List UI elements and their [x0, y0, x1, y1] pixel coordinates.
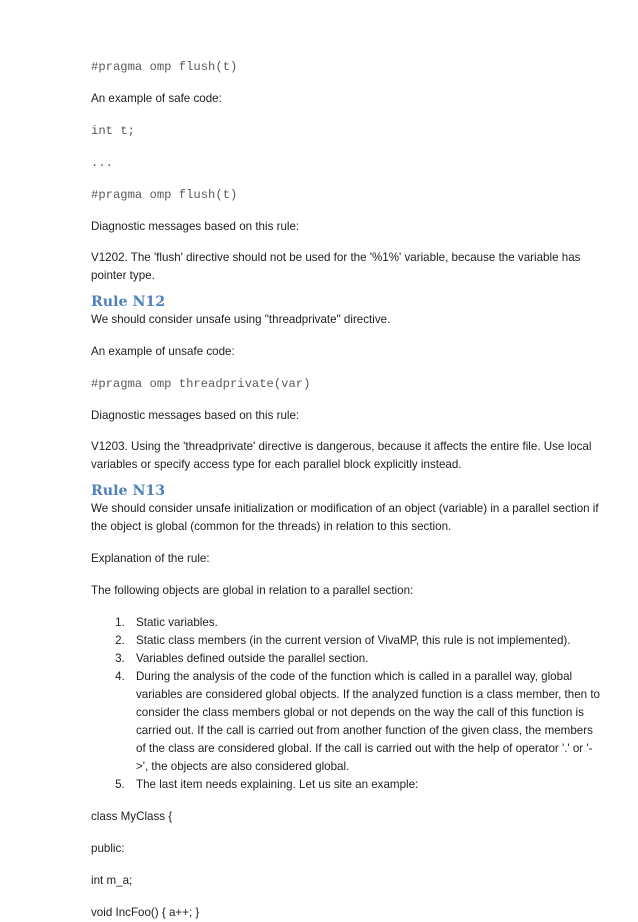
paragraph: An example of safe code: — [91, 92, 222, 105]
code-line: int t; — [91, 124, 135, 138]
paragraph: Diagnostic messages based on this rule: — [91, 220, 300, 233]
paragraph: An example of unsafe code: — [91, 345, 235, 358]
paragraph: Diagnostic messages based on this rule: — [91, 409, 300, 422]
list-item: 4. During the analysis of the code of the function which is called in a parallel way, global variables are considered global objects. If the analyzed function is a class member, then to consider the class members global or not depends on the way the call of this function is carried out. If the call is carried out from another function of the given class, the members of the class are considered global. If the call is carried out with the help of operator '.' or '->', the objects are also considered global. — [128, 668, 601, 776]
document-content — [91, 58, 601, 922]
paragraph: Explanation of the rule: — [91, 552, 210, 565]
paragraph: V1203. Using the 'threadprivate' directive is dangerous, because it affects the entire file. Use local variables or specify access type for each parallel block explicitly instead. — [91, 440, 592, 471]
example-code-line: int m_a; — [91, 874, 133, 887]
code-line: #pragma omp threadprivate(var) — [91, 377, 311, 391]
list-item: 2. Static class members (in the current version of VivaMP, this rule is not implemented). — [128, 632, 601, 650]
section-heading-rule-n13: Rule N13 — [91, 483, 166, 499]
code-line: #pragma omp flush(t) — [91, 188, 238, 202]
list-item: 1. Static variables. — [128, 614, 601, 632]
paragraph: We should consider unsafe using "threadprivate" directive. — [91, 313, 391, 326]
code-line: ... — [91, 156, 113, 170]
numbered-list — [91, 614, 601, 794]
paragraph: V1202. The 'flush' directive should not be used for the '%1%' variable, because the variable has pointer type. — [91, 251, 581, 282]
example-code-line: void IncFoo() { a++; } — [91, 906, 200, 919]
example-code-line: public: — [91, 842, 125, 855]
list-item: 3. Variables defined outside the parallel section. — [128, 650, 601, 668]
example-code-line: class MyClass { — [91, 810, 173, 823]
code-line: #pragma omp flush(t) — [91, 60, 238, 74]
paragraph: The following objects are global in relation to a parallel section: — [91, 584, 414, 597]
paragraph: We should consider unsafe initialization or modification of an object (variable) in a parallel section if the object is global (common for the threads) in relation to this section. — [91, 502, 599, 533]
section-heading-rule-n12: Rule N12 — [91, 294, 166, 310]
list-item: 5. The last item needs explaining. Let us site an example: — [128, 776, 601, 794]
